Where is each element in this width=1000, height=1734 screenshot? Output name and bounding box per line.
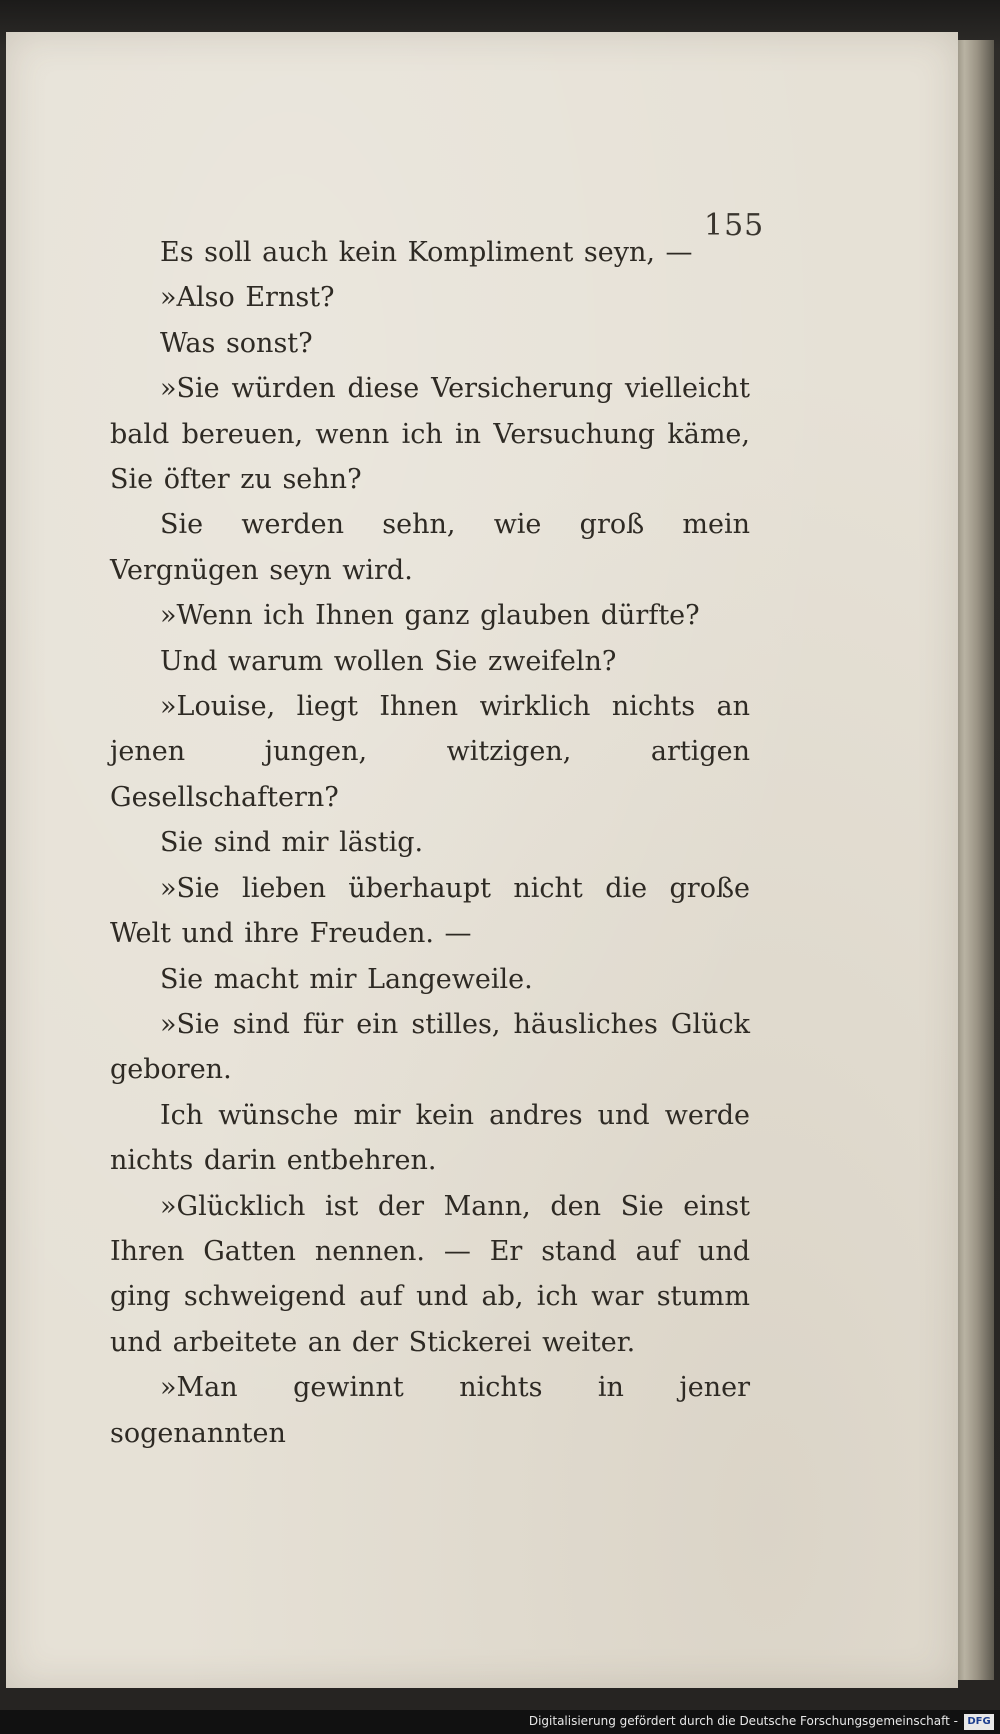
body-text bbox=[110, 230, 750, 1456]
footer-bar bbox=[0, 1710, 1000, 1734]
funding-notice: Digitalisierung gefördert durch die Deutsche Forschungsgemeinschaft - bbox=[528, 1714, 958, 1728]
paragraph: »Glücklich ist der Mann, den Sie einst Ihren Gatten nennen. — Er stand auf und ging schweigend auf und ab, ich war stumm und arbeitete an der Stickerei weiter. bbox=[110, 1190, 750, 1358]
paragraph: »Sie würden diese Versicherung vielleicht bald bereuen, wenn ich in Versuchung käme, Sie öfter zu sehn? bbox=[110, 373, 750, 496]
paragraph: »Wenn ich Ihnen ganz glauben dürfte? bbox=[160, 600, 700, 632]
paragraph: »Louise, liegt Ihnen wirklich nichts an jenen jungen, witzigen, artigen Gesellschaftern? bbox=[110, 691, 750, 813]
paragraph: »Also Ernst? bbox=[160, 282, 335, 314]
page-number: 155 bbox=[704, 208, 765, 243]
paragraph: »Sie lieben überhaupt nicht die große Welt und ihre Freuden. — bbox=[110, 872, 750, 950]
paragraph: Sie sind mir lästig. bbox=[160, 827, 424, 859]
paragraph: Und warum wollen Sie zweifeln? bbox=[160, 645, 617, 677]
paragraph: »Sie sind für ein stilles, häusliches Glück geboren. bbox=[110, 1008, 750, 1086]
paragraph: Ich wünsche mir kein andres und werde nichts darin entbehren. bbox=[110, 1099, 750, 1177]
paragraph: »Man gewinnt nichts in jener sogenannten bbox=[110, 1372, 750, 1449]
paragraph: Was sonst? bbox=[160, 327, 313, 359]
dfg-logo: DFG bbox=[964, 1714, 994, 1730]
page-edge bbox=[952, 40, 994, 1680]
paragraph: Sie macht mir Langeweile. bbox=[160, 963, 533, 995]
paragraph: Sie werden sehn, wie groß mein Vergnügen seyn wird. bbox=[110, 509, 750, 586]
paragraph: Es soll auch kein Kompliment seyn, — bbox=[160, 237, 693, 268]
